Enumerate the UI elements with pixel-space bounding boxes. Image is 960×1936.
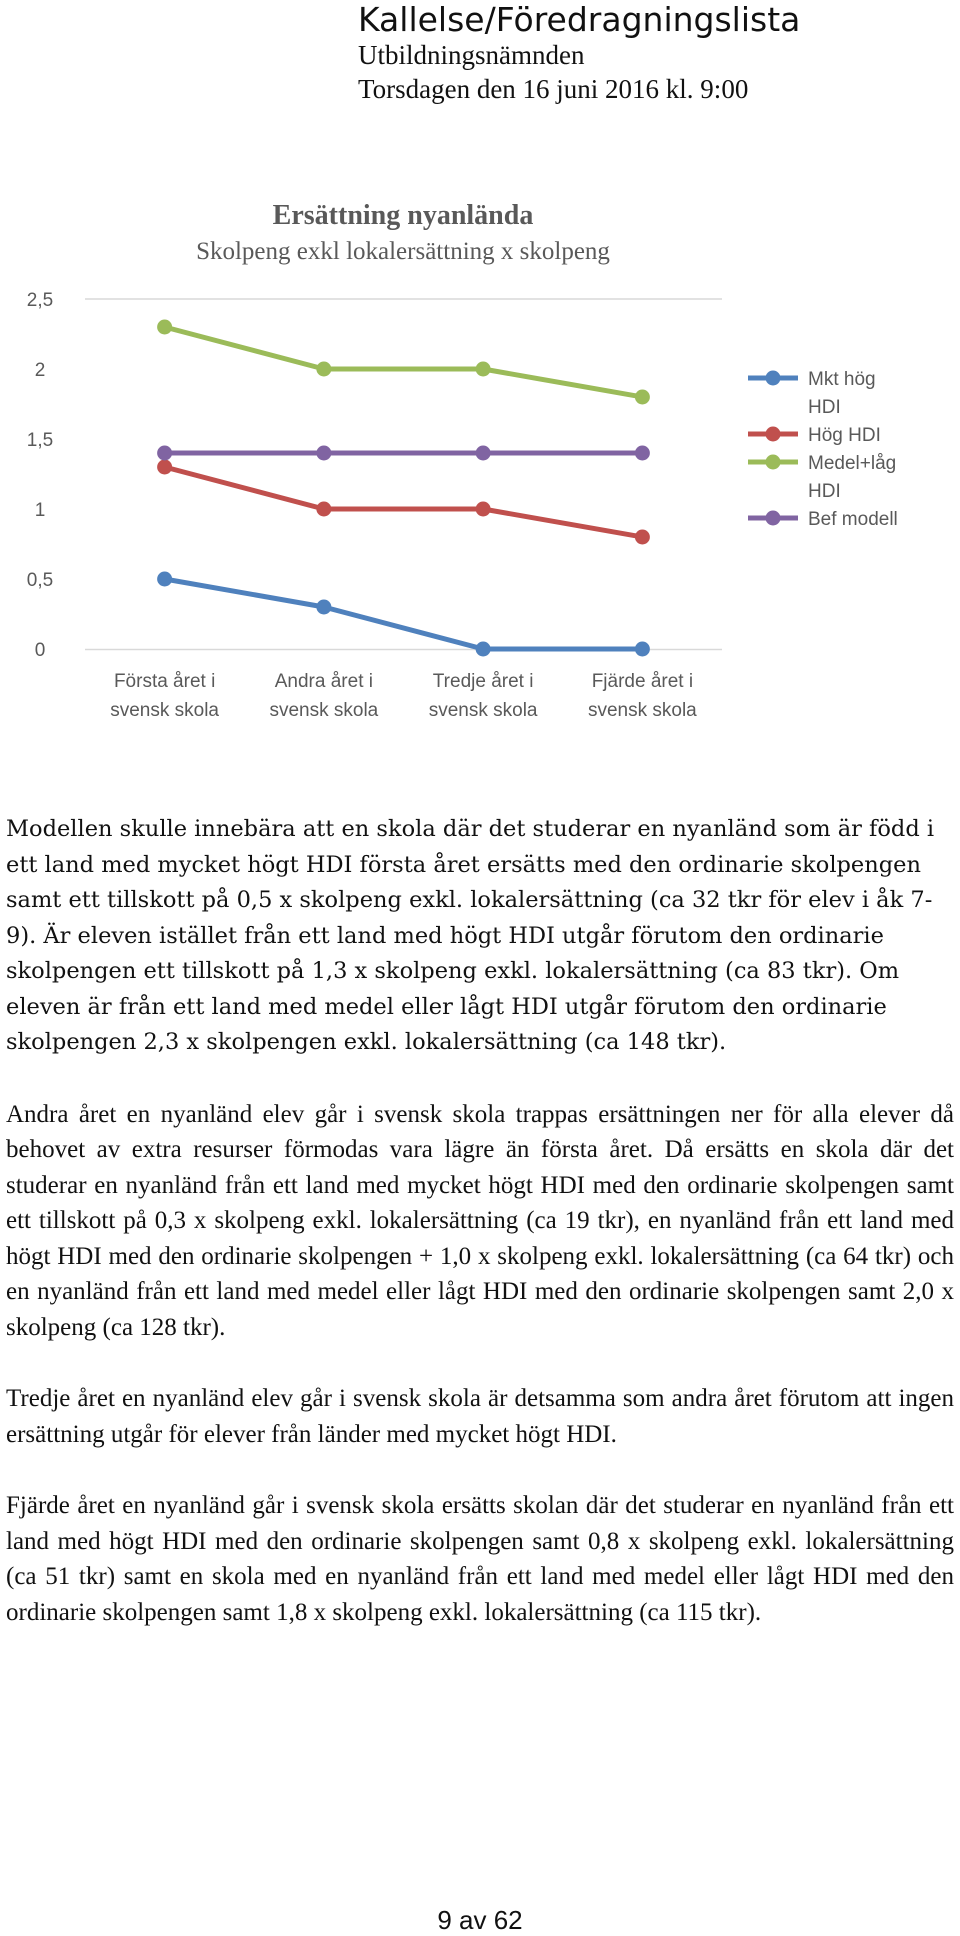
- page-number: 9 av 62: [437, 1905, 523, 1935]
- y-tick-label: 0,5: [26, 570, 54, 591]
- x-tick-label: Tredje året i svensk skola: [428, 671, 538, 721]
- y-tick-label: 1: [34, 500, 46, 521]
- series-point-1: [157, 460, 172, 475]
- body-text: [6, 812, 954, 1666]
- series-point-2: [635, 390, 650, 405]
- paragraph-second-year: Andra året en nyanländ elev går i svensk skola trappas ersättningen ner för alla elever då behovet av extra resurser förmodas vara lägre än första året. Då ersätts en skola där det studerar en nyanländ från ett land med mycket högt HDI med den ordinarie skolpengen samt ett tillskott på 0,3 x skolpeng exkl. lokalersättning (ca 19 tkr), en nyanländ från ett land med högt HDI med den ordinarie skolpengen + 1,0 x skolpeng exkl. lokalersättning (ca 64 tkr) och en nyanländ från ett land med medel eller lågt HDI med den ordinarie skolpengen samt 2,0 x skolpeng (ca 128 tkr).: [6, 1100, 954, 1341]
- meeting-date: Torsdagen den 16 juni 2016 kl. 9:00: [358, 74, 749, 104]
- legend-swatch-marker: [766, 427, 781, 442]
- document-title: Kallelse/Föredragningslista: [358, 0, 801, 39]
- legend-label: Mkt hög: [808, 369, 876, 390]
- document-header: [358, 0, 800, 106]
- chart-subtitle: Skolpeng exkl lokalersättning x skolpeng: [196, 238, 610, 265]
- committee-name: Utbildningsnämnden: [358, 40, 585, 70]
- series-line-2: [165, 327, 643, 397]
- series-point-1: [316, 502, 331, 517]
- series-point-1: [635, 530, 650, 545]
- series-point-3: [635, 446, 650, 461]
- series-point-2: [316, 362, 331, 377]
- series-point-3: [157, 446, 172, 461]
- paragraph-third-year: Tredje året en nyanländ elev går i svensk skola är detsamma som andra året förutom att ingen ersättning utgår för elever från länder med mycket högt HDI.: [6, 1385, 954, 1448]
- series-line-0: [165, 579, 643, 649]
- paragraph-first-year: Modellen skulle innebära att en skola där det studerar en nyanländ som är född i ett land med mycket högt HDI första året ersätts med den ordinarie skolpengen samt ett tillskott på 0,5 x skolpeng exkl. lokalersättning (ca 32 tkr för elev i åk 7-9). Är eleven istället från ett land med högt HDI utgår förutom den ordinarie skolpengen ett tillskott på 1,3 x skolpeng exkl. lokalersättning (ca 83 tkr). Om eleven är från ett land med medel eller lågt HDI utgår förutom den ordinarie skolpengen 2,3 x skolpengen exkl. lokalersättning (ca 148 tkr).: [6, 816, 935, 1055]
- series-point-0: [635, 642, 650, 657]
- line-chart: [0, 190, 960, 750]
- x-tick-label: Andra året i svensk skola: [269, 671, 379, 721]
- y-tick-label: 2: [34, 360, 46, 381]
- legend-label: HDI: [808, 481, 841, 502]
- legend-swatch-marker: [766, 371, 781, 386]
- legend-label: HDI: [808, 397, 841, 418]
- x-tick-label: Fjärde året i svensk skola: [587, 671, 697, 721]
- series-point-0: [316, 600, 331, 615]
- legend-label: Bef modell: [808, 509, 898, 530]
- chart-title: Ersättning nyanlända: [272, 200, 534, 231]
- series-point-2: [476, 362, 491, 377]
- y-tick-label: 0: [34, 640, 46, 661]
- series-point-3: [476, 446, 491, 461]
- series-point-1: [476, 502, 491, 517]
- legend-swatch-marker: [766, 511, 781, 526]
- series-point-0: [157, 572, 172, 587]
- series-point-3: [316, 446, 331, 461]
- y-tick-label: 2,5: [26, 290, 54, 311]
- x-tick-label: Första året i svensk skola: [110, 671, 220, 721]
- series-point-0: [476, 642, 491, 657]
- series-point-2: [157, 320, 172, 335]
- legend-label: Medel+låg: [808, 453, 897, 474]
- series-line-1: [165, 467, 643, 537]
- legend-swatch-marker: [766, 455, 781, 470]
- legend-label: Hög HDI: [808, 425, 881, 446]
- y-tick-label: 1,5: [26, 430, 54, 451]
- paragraph-fourth-year: Fjärde året en nyanländ går i svensk skola ersätts skolan där det studerar en nyanländ från ett land med högt HDI med den ordinarie skolpengen samt 0,8 x skolpeng exkl. lokalersättning (ca 51 tkr) samt en skola med en nyanländ från ett land med medel eller lågt HDI med den ordinarie skolpengen samt 1,8 x skolpeng exkl. lokalersättning (ca 115 tkr).: [6, 1492, 954, 1626]
